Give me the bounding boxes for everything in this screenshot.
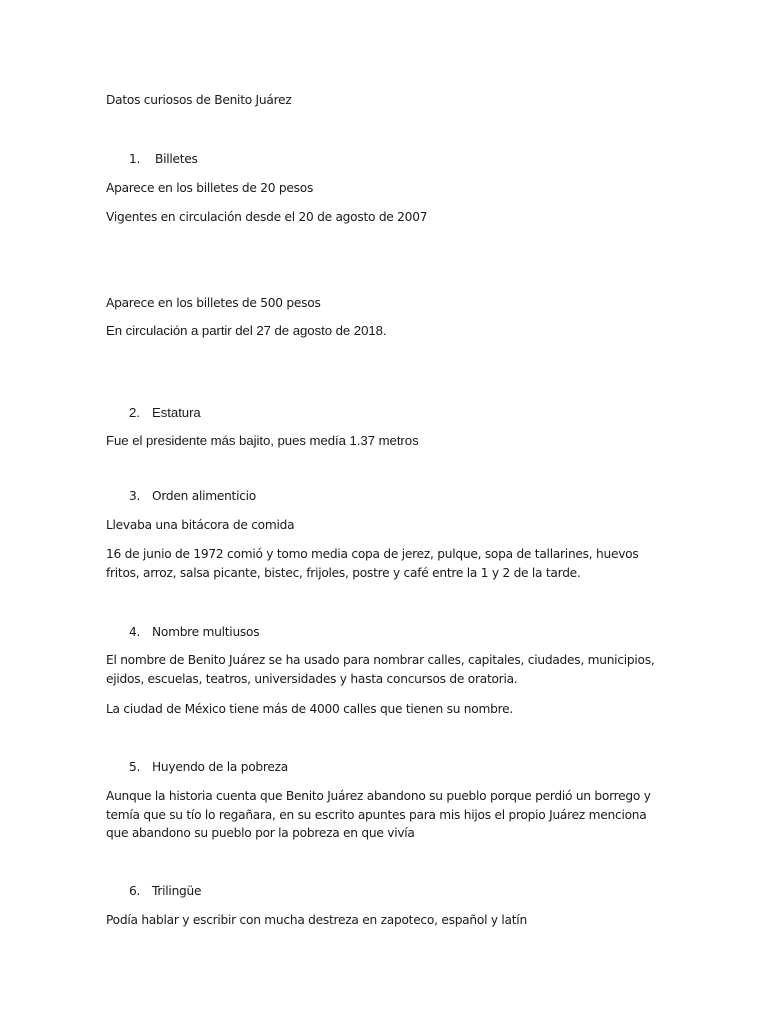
section-number: 4. — [129, 625, 141, 639]
paragraph: Vigentes en circulación desde el 20 de agosto de 2007 — [106, 210, 428, 224]
section-number: 1. — [129, 152, 141, 166]
paragraph: Aunque la historia cuenta que Benito Juárez abandono su pueblo porque perdió un borrego y temía que su tío lo regañara, en su escrito apuntes para mis hijos el propio Juárez menciona que abandono su pueblo por la pobreza en que vivía — [106, 789, 651, 840]
section-number: 5. — [129, 760, 141, 774]
section-title: Orden alimenticio — [152, 489, 257, 503]
section-number: 2. — [129, 405, 140, 420]
paragraph: Fue el presidente más bajito, pues medía 1.37 metros — [106, 433, 419, 448]
section-title: Billetes — [155, 152, 198, 166]
section-number: 6. — [129, 884, 141, 898]
section-title: Nombre multiusos — [152, 625, 260, 639]
paragraph: 16 de junio de 1972 comió y tomo media copa de jerez, pulque, sopa de tallarines, huevos fritos, arroz, salsa picante, bistec, frijoles, postre y café entre la 1 y 2 de la tarde. — [106, 547, 639, 580]
paragraph: Aparece en los billetes de 20 pesos — [106, 181, 314, 195]
paragraph: En circulación a partir del 27 de agosto de 2018. — [106, 323, 387, 338]
paragraph: La ciudad de México tiene más de 4000 calles que tienen su nombre. — [106, 702, 513, 716]
paragraph: El nombre de Benito Juárez se ha usado para nombrar calles, capitales, ciudades, municipios, ejidos, escuelas, teatros, universidades y hasta concursos de oratoria. — [106, 653, 655, 686]
section-title: Trilingüe — [152, 884, 202, 898]
document-title: Datos curiosos de Benito Juárez — [106, 93, 292, 107]
section-title: Estatura — [152, 405, 201, 420]
paragraph: Llevaba una bitácora de comida — [106, 518, 295, 532]
section-title: Huyendo de la pobreza — [152, 760, 289, 774]
paragraph: Aparece en los billetes de 500 pesos — [106, 296, 321, 310]
paragraph: Podía hablar y escribir con mucha destreza en zapoteco, español y latín — [106, 913, 527, 927]
section-number: 3. — [129, 489, 141, 503]
